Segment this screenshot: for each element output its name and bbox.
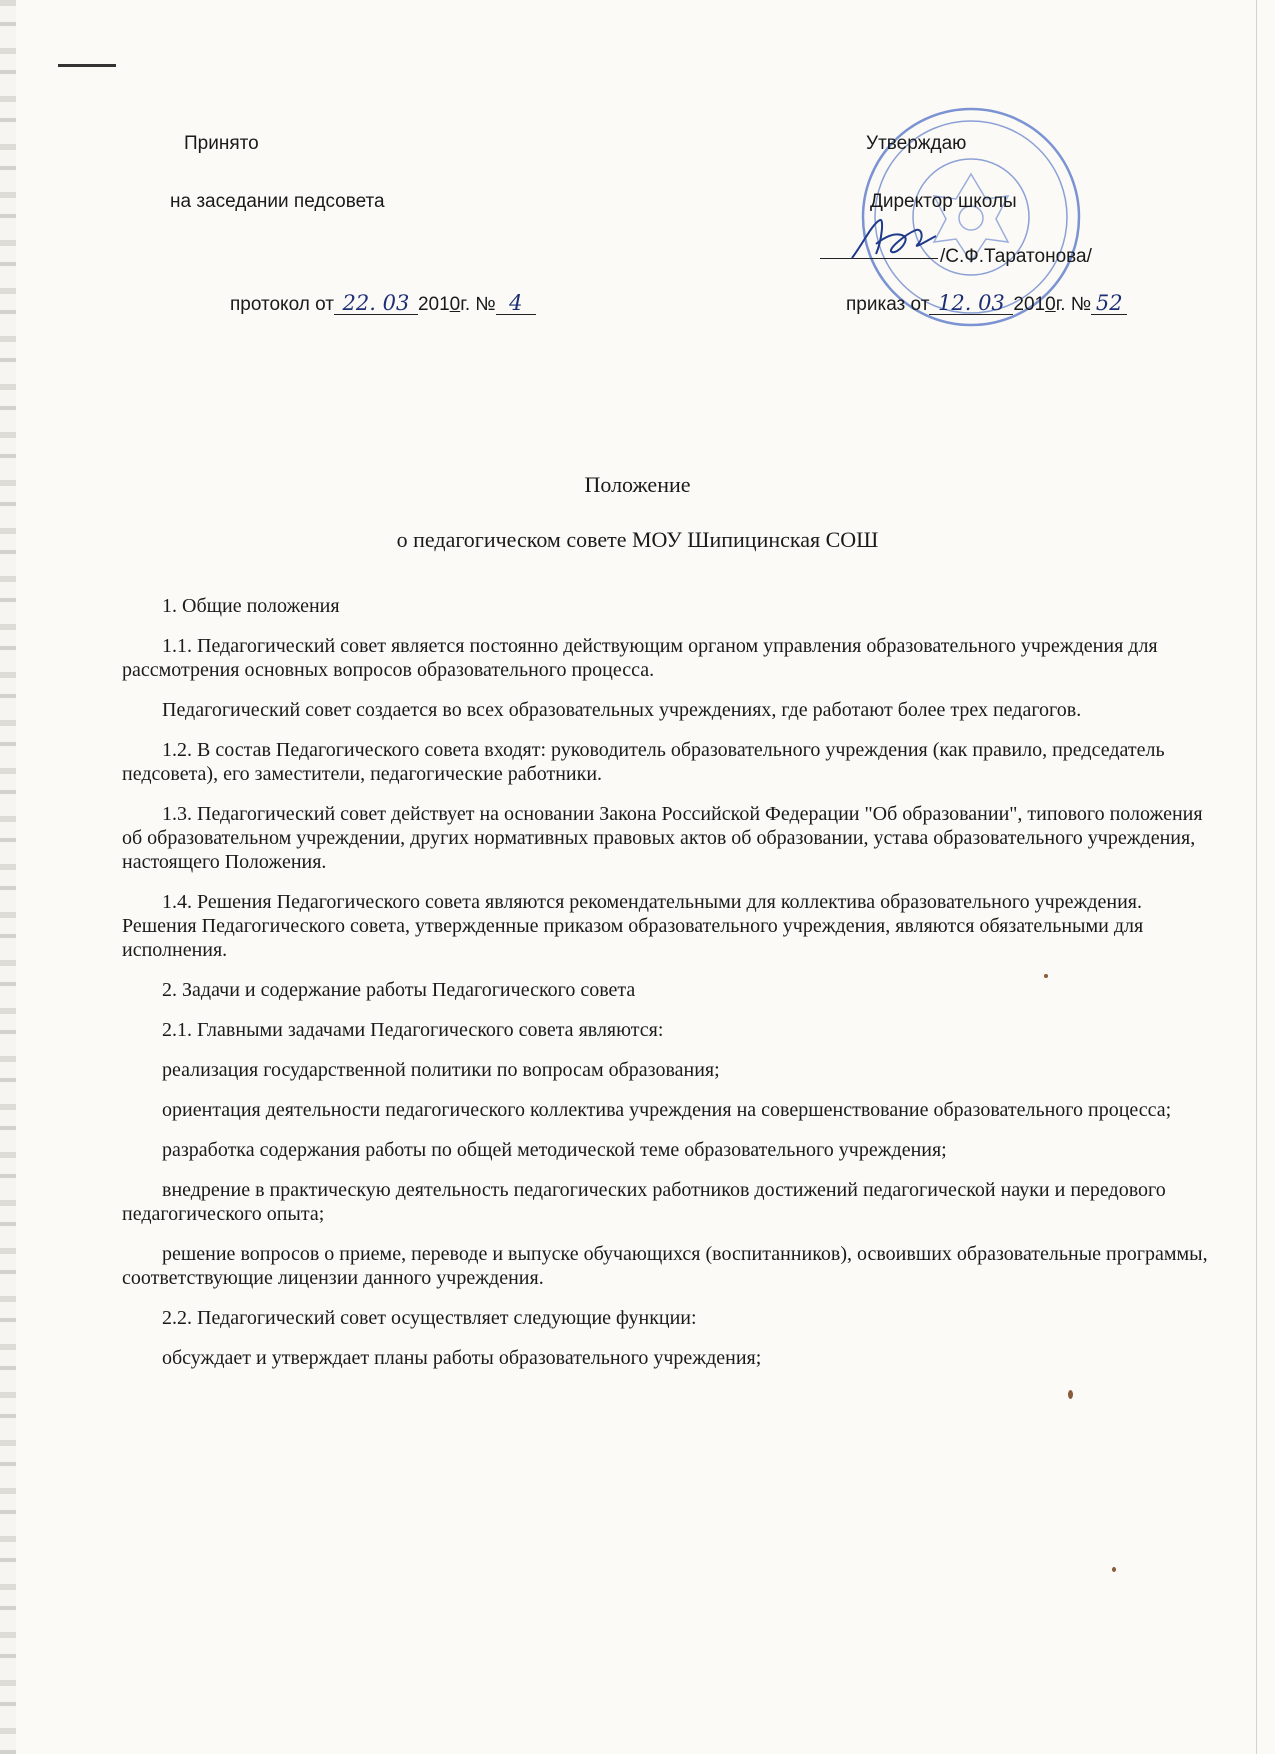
paragraph: Педагогический совет создается во всех образовательных учреждениях, где работают более трех педагогов. [162, 699, 1082, 721]
protocol-prefix: протокол от [230, 294, 334, 315]
order-number: 52 [1091, 292, 1127, 315]
scan-speck [1044, 974, 1048, 978]
document-subtitle: о педагогическом совете МОУ Шипицинская СОШ [396, 527, 879, 552]
meeting-label: на заседании педсовета [170, 191, 385, 212]
director-position: Директор школы [870, 191, 1017, 212]
accepted-label: Принято [184, 133, 259, 154]
paragraph: 2.1. Главными задачами Педагогического совета являются: [162, 1019, 664, 1041]
document-body [122, 594, 1208, 1370]
order-line: приказ от 12. 03 2010г. № 52 [846, 292, 1127, 316]
order-prefix: приказ от [846, 294, 930, 315]
binding-margin [0, 0, 16, 1754]
scan-mark [58, 64, 116, 67]
section-heading: 2. Задачи и содержание работы Педагогического совета [162, 979, 636, 1001]
section-heading: 1. Общие положения [162, 595, 340, 617]
document-title: Положение [584, 472, 691, 497]
paragraph: 1.4. Решения Педагогического совета являются рекомендательными для коллектива образовательного учреждения. Решения Педагогического совета, утвержденные приказом образовательного учреждения, являются обязательными для исполнения. [122, 891, 1144, 961]
list-item: решение вопросов о приеме, переводе и выпуске обучающихся (воспитанников), освоивших образовательные программы, соответствующие лицензии данного учреждения. [122, 1243, 1208, 1289]
protocol-mid: г. № [460, 294, 496, 315]
protocol-year: 201 [417, 294, 450, 315]
scan-speck [1068, 1390, 1073, 1399]
protocol-number: 4 [496, 292, 536, 315]
list-item: ориентация деятельности педагогического коллектива учреждения на совершенствование образовательного процесса; [162, 1099, 1172, 1121]
order-mid: г. № [1055, 294, 1092, 315]
protocol-date: 22. 03 [334, 292, 418, 315]
list-item: внедрение в практическую деятельность педагогических работников достижений педагогической науки и передового педагогического опыта; [122, 1179, 1166, 1225]
approve-label: Утверждаю [866, 133, 967, 154]
paragraph: 2.2. Педагогический совет осуществляет следующие функции: [162, 1307, 697, 1329]
order-year: 201 [1013, 294, 1046, 315]
director-signature [846, 214, 942, 266]
order-date: 12. 03 [929, 292, 1013, 315]
list-item: разработка содержания работы по общей методической теме образовательного учреждения; [162, 1139, 947, 1161]
list-item: реализация государственной политики по вопросам образования; [162, 1059, 720, 1081]
page-edge [1256, 0, 1257, 1754]
list-item: обсуждает и утверждает планы работы образовательного учреждения; [162, 1347, 762, 1369]
protocol-line: протокол от 22. 03 2010г. № 4 [230, 292, 536, 316]
paragraph: 1.3. Педагогический совет действует на основании Закона Российской Федерации "Об образовании", типового положения об образовательном учреждении, других нормативных правовых актов об образовании, устава образовательного учреждения, настоящего Положения. [122, 803, 1203, 873]
scan-speck [1112, 1567, 1116, 1572]
director-name: /С.Ф.Таратонова/ [940, 246, 1092, 267]
paragraph: 1.1. Педагогический совет является постоянно действующим органом управления образовательного учреждения для рассмотрения основных вопросов образовательного процесса. [122, 635, 1158, 681]
paragraph: 1.2. В состав Педагогического совета входят: руководитель образовательного учреждения (как правило, председатель педсовета), его заместители, педагогические работники. [122, 739, 1165, 785]
